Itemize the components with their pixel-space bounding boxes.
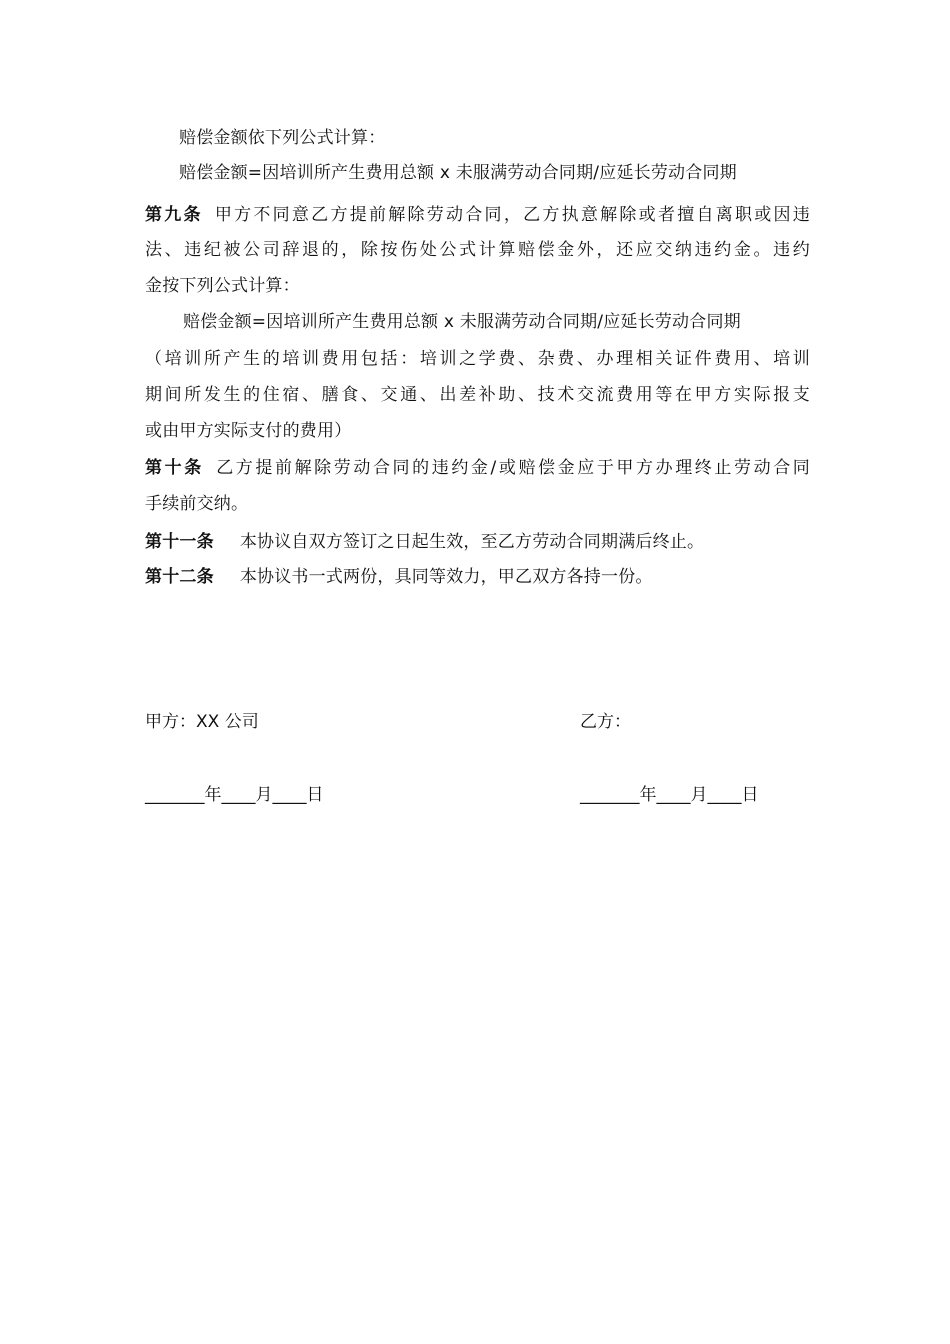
article-11-text: 本协议自双方签订之日起生效，至乙方劳动合同期满后终止。 — [239, 532, 705, 552]
article-11-heading: 第十一条 — [145, 532, 214, 552]
compensation-formula: 赔偿金额=因培训所产生费用总额 x 未服满劳动合同期/应延长劳动合同期 — [179, 163, 737, 183]
training-cost-note-1: （培训所产生的培训费用包括：培训之学费、杂费、办理相关证件费用、培训 — [145, 349, 810, 369]
formula-intro: 赔偿金额依下列公式计算： — [179, 128, 386, 148]
party-b-label: 乙方： — [580, 712, 631, 732]
party-a-date: _______年____月____日 — [145, 785, 324, 805]
article-10-line-1 — [145, 458, 810, 478]
article-10-text-1: 乙方提前解除劳动合同的违约金/或赔偿金应于甲方办理终止劳动合同 — [213, 458, 810, 478]
article-10-heading: 第十条 — [145, 458, 204, 478]
article-9-line-1 — [145, 205, 810, 225]
article-9-heading: 第九条 — [145, 205, 203, 225]
article-9-text-1: 甲方不同意乙方提前解除劳动合同，乙方执意解除或者擅自离职或因违 — [212, 205, 810, 225]
article-9-line-2: 法、违纪被公司辞退的，除按伤处公式计算赔偿金外，还应交纳违约金。违约 — [145, 240, 810, 260]
article-12 — [145, 567, 810, 587]
article-10-line-2: 手续前交纳。 — [145, 494, 249, 514]
article-12-text: 本协议书一式两份，具同等效力，甲乙双方各持一份。 — [239, 567, 653, 587]
article-9-line-3: 金按下列公式计算： — [145, 276, 300, 296]
party-b-date: _______年____月____日 — [580, 785, 759, 805]
training-cost-note-2: 期间所发生的住宿、膳食、交通、出差补助、技术交流费用等在甲方实际报支 — [145, 385, 810, 405]
article-11 — [145, 532, 810, 552]
party-a-label: 甲方：XX 公司 — [145, 712, 259, 732]
article-12-heading: 第十二条 — [145, 567, 214, 587]
penalty-formula: 赔偿金额=因培训所产生费用总额 x 未服满劳动合同期/应延长劳动合同期 — [183, 312, 741, 332]
training-cost-note-3: 或由甲方实际支付的费用） — [145, 421, 352, 441]
